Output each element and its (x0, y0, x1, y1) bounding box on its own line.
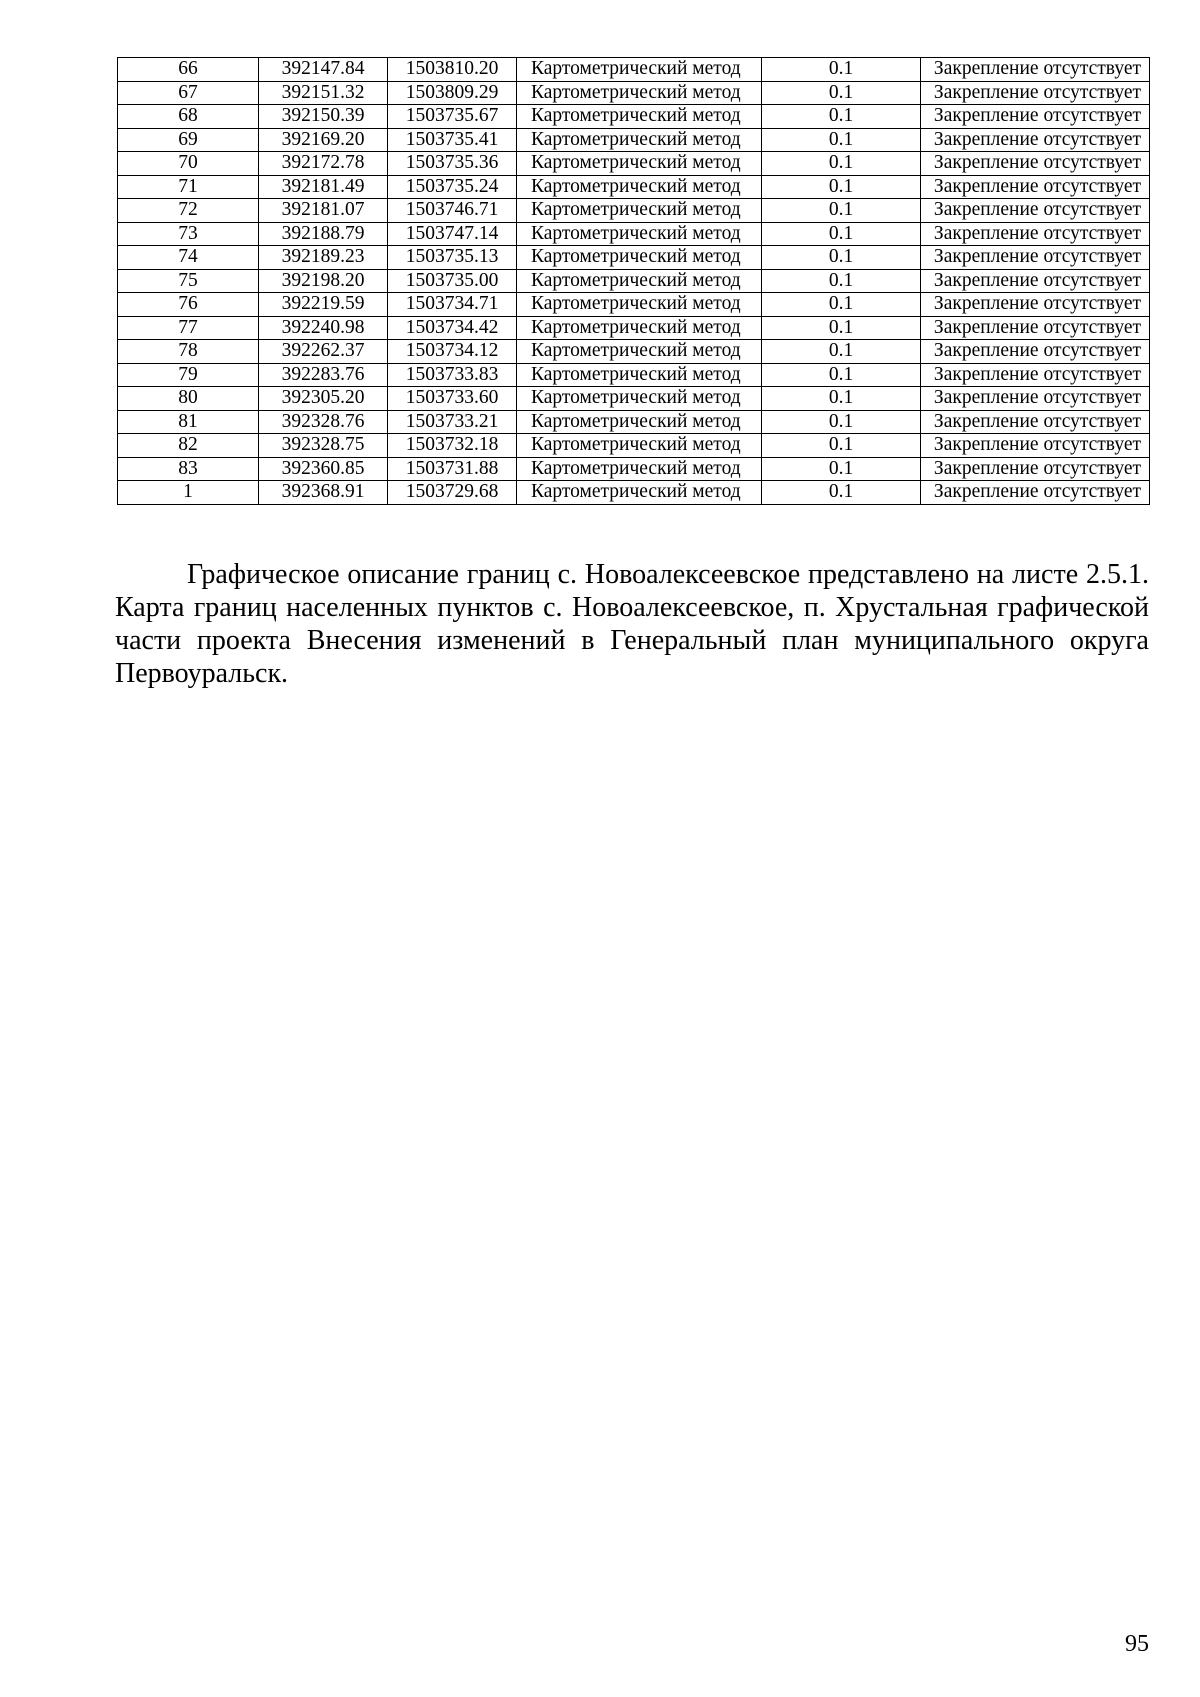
x-coordinate-cell: 392151.32 (259, 81, 388, 105)
table-row (118, 457, 1150, 481)
point-number-cell: 77 (118, 316, 259, 340)
x-coordinate-cell: 392188.79 (259, 222, 388, 246)
y-coordinate-cell: 1503734.12 (388, 340, 517, 364)
y-coordinate-cell: 1503747.14 (388, 222, 517, 246)
x-coordinate-cell: 392219.59 (259, 293, 388, 317)
y-coordinate-cell: 1503734.42 (388, 316, 517, 340)
accuracy-cell: 0.1 (762, 363, 921, 387)
coordinates-table-body (118, 58, 1150, 505)
point-number-cell: 70 (118, 152, 259, 176)
accuracy-cell: 0.1 (762, 293, 921, 317)
coordinates-table (117, 57, 1150, 505)
point-number-cell: 83 (118, 457, 259, 481)
fixing-description-cell: Закрепление отсутствует (921, 316, 1150, 340)
y-coordinate-cell: 1503733.21 (388, 410, 517, 434)
accuracy-cell: 0.1 (762, 81, 921, 105)
table-row (118, 128, 1150, 152)
x-coordinate-cell: 392283.76 (259, 363, 388, 387)
table-row (118, 387, 1150, 411)
y-coordinate-cell: 1503809.29 (388, 81, 517, 105)
fixing-description-cell: Закрепление отсутствует (921, 481, 1150, 505)
fixing-description-cell: Закрепление отсутствует (921, 175, 1150, 199)
table-row (118, 246, 1150, 270)
y-coordinate-cell: 1503810.20 (388, 58, 517, 82)
method-cell: Картометрический метод (517, 410, 762, 434)
fixing-description-cell: Закрепление отсутствует (921, 363, 1150, 387)
method-cell: Картометрический метод (517, 199, 762, 223)
method-cell: Картометрический метод (517, 481, 762, 505)
point-number-cell: 82 (118, 434, 259, 458)
point-number-cell: 75 (118, 269, 259, 293)
fixing-description-cell: Закрепление отсутствует (921, 387, 1150, 411)
table-row (118, 363, 1150, 387)
accuracy-cell: 0.1 (762, 175, 921, 199)
x-coordinate-cell: 392240.98 (259, 316, 388, 340)
point-number-cell: 78 (118, 340, 259, 364)
x-coordinate-cell: 392189.23 (259, 246, 388, 270)
method-cell: Картометрический метод (517, 269, 762, 293)
y-coordinate-cell: 1503732.18 (388, 434, 517, 458)
graphic-description-paragraph: Графическое описание границ с. Новоалексеевское представлено на листе 2.5.1. Карта границ населенных пунктов с. Новоалексеевское, п. Хрустальная графической части проекта Внесения изменений в Генеральный план муниципального округа Первоуральск. (115, 559, 1149, 689)
point-number-cell: 66 (118, 58, 259, 82)
x-coordinate-cell: 392172.78 (259, 152, 388, 176)
fixing-description-cell: Закрепление отсутствует (921, 246, 1150, 270)
point-number-cell: 81 (118, 410, 259, 434)
fixing-description-cell: Закрепление отсутствует (921, 81, 1150, 105)
y-coordinate-cell: 1503735.67 (388, 105, 517, 129)
x-coordinate-cell: 392181.07 (259, 199, 388, 223)
accuracy-cell: 0.1 (762, 105, 921, 129)
table-row (118, 316, 1150, 340)
point-number-cell: 76 (118, 293, 259, 317)
y-coordinate-cell: 1503735.41 (388, 128, 517, 152)
point-number-cell: 79 (118, 363, 259, 387)
method-cell: Картометрический метод (517, 81, 762, 105)
x-coordinate-cell: 392305.20 (259, 387, 388, 411)
fixing-description-cell: Закрепление отсутствует (921, 105, 1150, 129)
fixing-description-cell: Закрепление отсутствует (921, 199, 1150, 223)
point-number-cell: 67 (118, 81, 259, 105)
table-row (118, 481, 1150, 505)
method-cell: Картометрический метод (517, 457, 762, 481)
method-cell: Картометрический метод (517, 293, 762, 317)
x-coordinate-cell: 392198.20 (259, 269, 388, 293)
y-coordinate-cell: 1503734.71 (388, 293, 517, 317)
table-row (118, 199, 1150, 223)
table-row (118, 81, 1150, 105)
accuracy-cell: 0.1 (762, 269, 921, 293)
method-cell: Картометрический метод (517, 58, 762, 82)
accuracy-cell: 0.1 (762, 128, 921, 152)
fixing-description-cell: Закрепление отсутствует (921, 457, 1150, 481)
method-cell: Картометрический метод (517, 340, 762, 364)
table-row (118, 152, 1150, 176)
x-coordinate-cell: 392328.75 (259, 434, 388, 458)
method-cell: Картометрический метод (517, 387, 762, 411)
point-number-cell: 73 (118, 222, 259, 246)
table-row (118, 175, 1150, 199)
table-row (118, 340, 1150, 364)
fixing-description-cell: Закрепление отсутствует (921, 340, 1150, 364)
x-coordinate-cell: 392169.20 (259, 128, 388, 152)
accuracy-cell: 0.1 (762, 410, 921, 434)
accuracy-cell: 0.1 (762, 58, 921, 82)
table-row (118, 410, 1150, 434)
method-cell: Картометрический метод (517, 222, 762, 246)
table-row (118, 293, 1150, 317)
y-coordinate-cell: 1503731.88 (388, 457, 517, 481)
y-coordinate-cell: 1503735.00 (388, 269, 517, 293)
accuracy-cell: 0.1 (762, 316, 921, 340)
fixing-description-cell: Закрепление отсутствует (921, 222, 1150, 246)
table-row (118, 434, 1150, 458)
y-coordinate-cell: 1503733.60 (388, 387, 517, 411)
point-number-cell: 80 (118, 387, 259, 411)
accuracy-cell: 0.1 (762, 340, 921, 364)
point-number-cell: 72 (118, 199, 259, 223)
method-cell: Картометрический метод (517, 316, 762, 340)
point-number-cell: 74 (118, 246, 259, 270)
x-coordinate-cell: 392368.91 (259, 481, 388, 505)
method-cell: Картометрический метод (517, 105, 762, 129)
y-coordinate-cell: 1503746.71 (388, 199, 517, 223)
accuracy-cell: 0.1 (762, 387, 921, 411)
fixing-description-cell: Закрепление отсутствует (921, 128, 1150, 152)
method-cell: Картометрический метод (517, 246, 762, 270)
table-row (118, 269, 1150, 293)
page-number: 95 (1125, 1631, 1149, 1657)
table-row (118, 222, 1150, 246)
method-cell: Картометрический метод (517, 434, 762, 458)
x-coordinate-cell: 392360.85 (259, 457, 388, 481)
x-coordinate-cell: 392150.39 (259, 105, 388, 129)
table-row (118, 58, 1150, 82)
point-number-cell: 69 (118, 128, 259, 152)
x-coordinate-cell: 392181.49 (259, 175, 388, 199)
accuracy-cell: 0.1 (762, 199, 921, 223)
accuracy-cell: 0.1 (762, 222, 921, 246)
fixing-description-cell: Закрепление отсутствует (921, 410, 1150, 434)
y-coordinate-cell: 1503735.36 (388, 152, 517, 176)
method-cell: Картометрический метод (517, 363, 762, 387)
method-cell: Картометрический метод (517, 152, 762, 176)
accuracy-cell: 0.1 (762, 152, 921, 176)
x-coordinate-cell: 392147.84 (259, 58, 388, 82)
x-coordinate-cell: 392262.37 (259, 340, 388, 364)
y-coordinate-cell: 1503729.68 (388, 481, 517, 505)
accuracy-cell: 0.1 (762, 246, 921, 270)
accuracy-cell: 0.1 (762, 434, 921, 458)
method-cell: Картометрический метод (517, 128, 762, 152)
fixing-description-cell: Закрепление отсутствует (921, 269, 1150, 293)
method-cell: Картометрический метод (517, 175, 762, 199)
y-coordinate-cell: 1503735.13 (388, 246, 517, 270)
y-coordinate-cell: 1503733.83 (388, 363, 517, 387)
fixing-description-cell: Закрепление отсутствует (921, 152, 1150, 176)
table-row (118, 105, 1150, 129)
point-number-cell: 68 (118, 105, 259, 129)
fixing-description-cell: Закрепление отсутствует (921, 434, 1150, 458)
accuracy-cell: 0.1 (762, 457, 921, 481)
x-coordinate-cell: 392328.76 (259, 410, 388, 434)
point-number-cell: 71 (118, 175, 259, 199)
point-number-cell: 1 (118, 481, 259, 505)
y-coordinate-cell: 1503735.24 (388, 175, 517, 199)
accuracy-cell: 0.1 (762, 481, 921, 505)
fixing-description-cell: Закрепление отсутствует (921, 58, 1150, 82)
fixing-description-cell: Закрепление отсутствует (921, 293, 1150, 317)
